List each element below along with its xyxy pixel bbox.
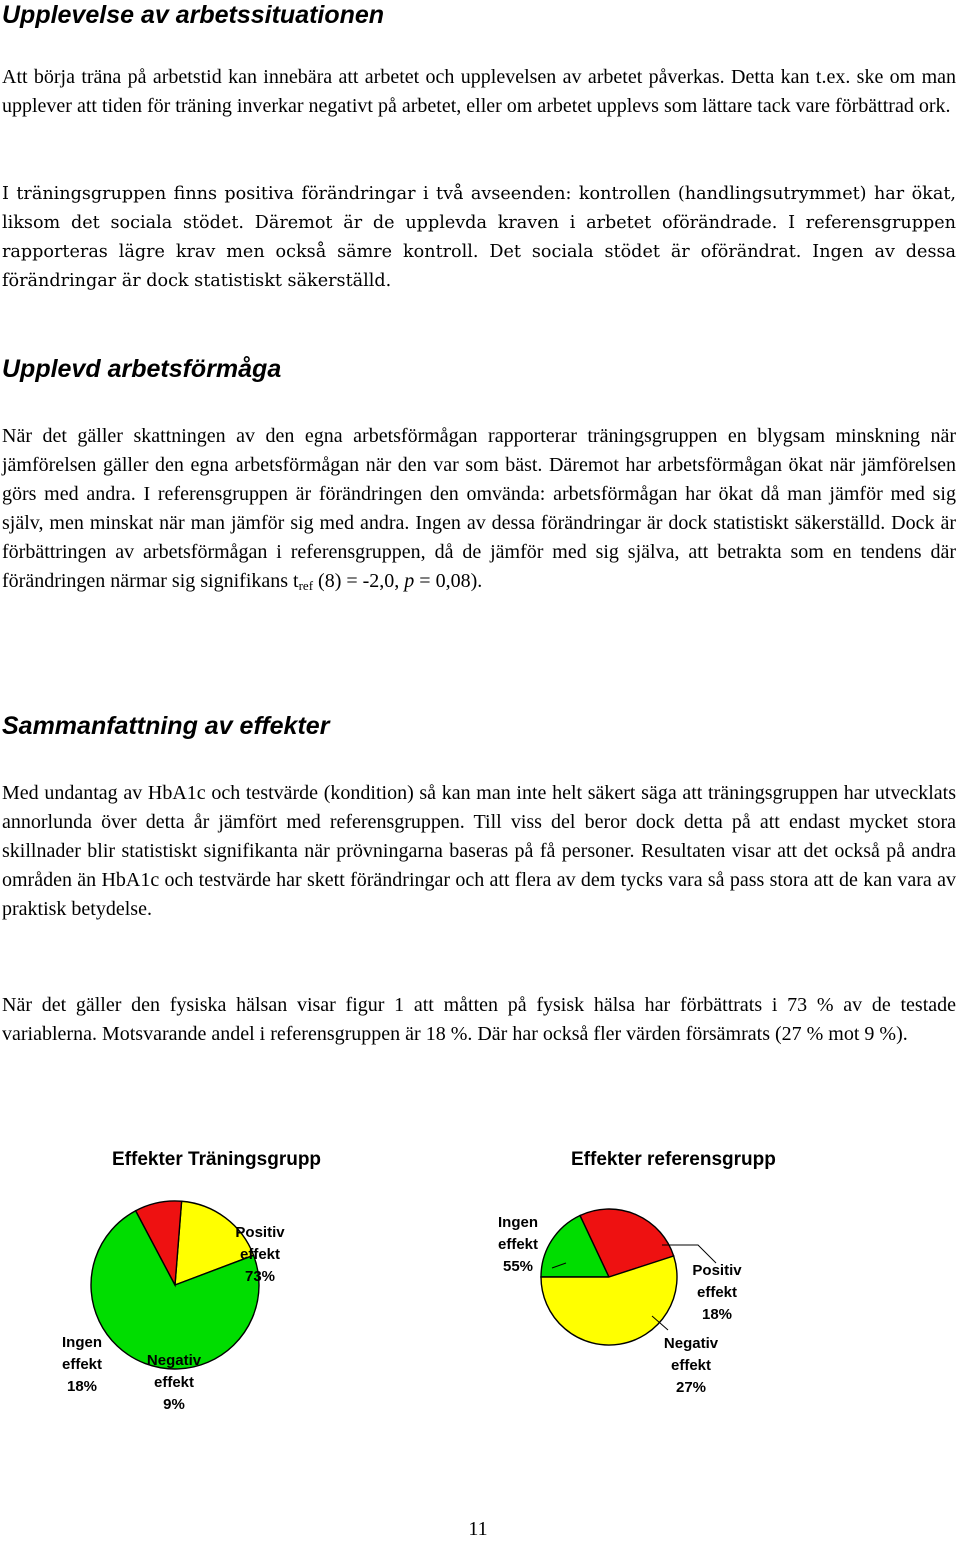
subscript: ref <box>298 578 314 593</box>
text-run: När det gäller skattningen av den egna arbetsförmågan rapporterar träningsgruppen en blygsam minskning när jämförelsen gäller den egna arbetsförmågan när den var som bäst. Däremot har arbetsförmågan ökat när jämförelsen görs med andra. I referensgruppen är förändringen den omvända: arbetsförmågan har ökat då man jämför med sig själv, men minskat när man jämför sig med andra. Ingen av dessa förändringar är dock statistiskt säkerställd. Dock är förbättringen av arbetsförmågan i referensgruppen, då de jämför med sig själva, att betrakta som en tendens där förändringen närmar sig signifikans t <box>2 425 956 592</box>
chart-title-referensgrupp: Effekter referensgrupp <box>571 1149 776 1170</box>
pie-label-negativ: Negativ effekt 9% <box>146 1352 202 1413</box>
chart-title-traningsgrupp: Effekter Träningsgrupp <box>112 1149 322 1170</box>
paragraph: I träningsgruppen finns positiva förändringar i två avseenden: kontrollen (handlingsutrymmet) har ökat, liksom det sociala stödet. Däremot är de upplevda kraven i arbetet oförändrade. I referensgruppen rapporteras lägre krav men också sämre kontroll. Det sociala stödet är oförändrat. Ingen av dessa förändringar är dock statistiskt säkerställd. <box>2 184 956 291</box>
text-run: (8) = -2,0, <box>313 570 405 592</box>
text-run: = 0,08). <box>414 570 483 592</box>
italic-p: p <box>404 570 415 592</box>
pie-label-positiv: Positiv effekt 18% <box>692 1262 742 1323</box>
paragraph: När det gäller den fysiska hälsan visar figur 1 att måtten på fysisk hälsa har förbättrats i 73 % av de testade variablerna. Motsvarande andel i referensgruppen är 18 %. Där har också fler värden försämrats (27 % mot 9 %). <box>2 994 956 1045</box>
page-number: 11 <box>468 1518 488 1540</box>
pie-label-negativ: Negativ effekt 27% <box>663 1335 719 1396</box>
section-heading-arbetsformaga: Upplevd arbetsförmåga <box>2 355 282 383</box>
pie-label-ingen: Ingen effekt 18% <box>61 1334 102 1395</box>
section-heading-upplevelse: Upplevelse av arbetssituationen <box>2 1 385 29</box>
paragraph: Att börja träna på arbetstid kan innebära att arbetet och upplevelsen av arbetet påverkas. Detta kan t.ex. ske om man upplever att tiden för träning inverkar negativt på arbetet, eller om arbetet upplevs som lättare tack vare förbättrad ork. <box>2 66 956 117</box>
paragraph: Med undantag av HbA1c och testvärde (kondition) så kan man inte helt säkert säga att träningsgruppen har utvecklats annorlunda över detta år jämfört med referensgruppen. Till viss del beror dock detta på att endast mycket stora skillnader blir statistiskt signifikanta när prövningarna baseras på få personer. Resultaten visar att det också på andra områden än HbA1c och testvärde har skett förändringar och att flera av dem tycks vara så pass stora att de kan vara av praktisk betydelse. <box>2 782 956 920</box>
section-heading-sammanfattning: Sammanfattning av effekter <box>2 712 330 740</box>
pie-label-ingen: Ingen effekt 55% <box>497 1214 538 1275</box>
pie-label-positiv: Positiv effekt 73% <box>235 1224 285 1285</box>
